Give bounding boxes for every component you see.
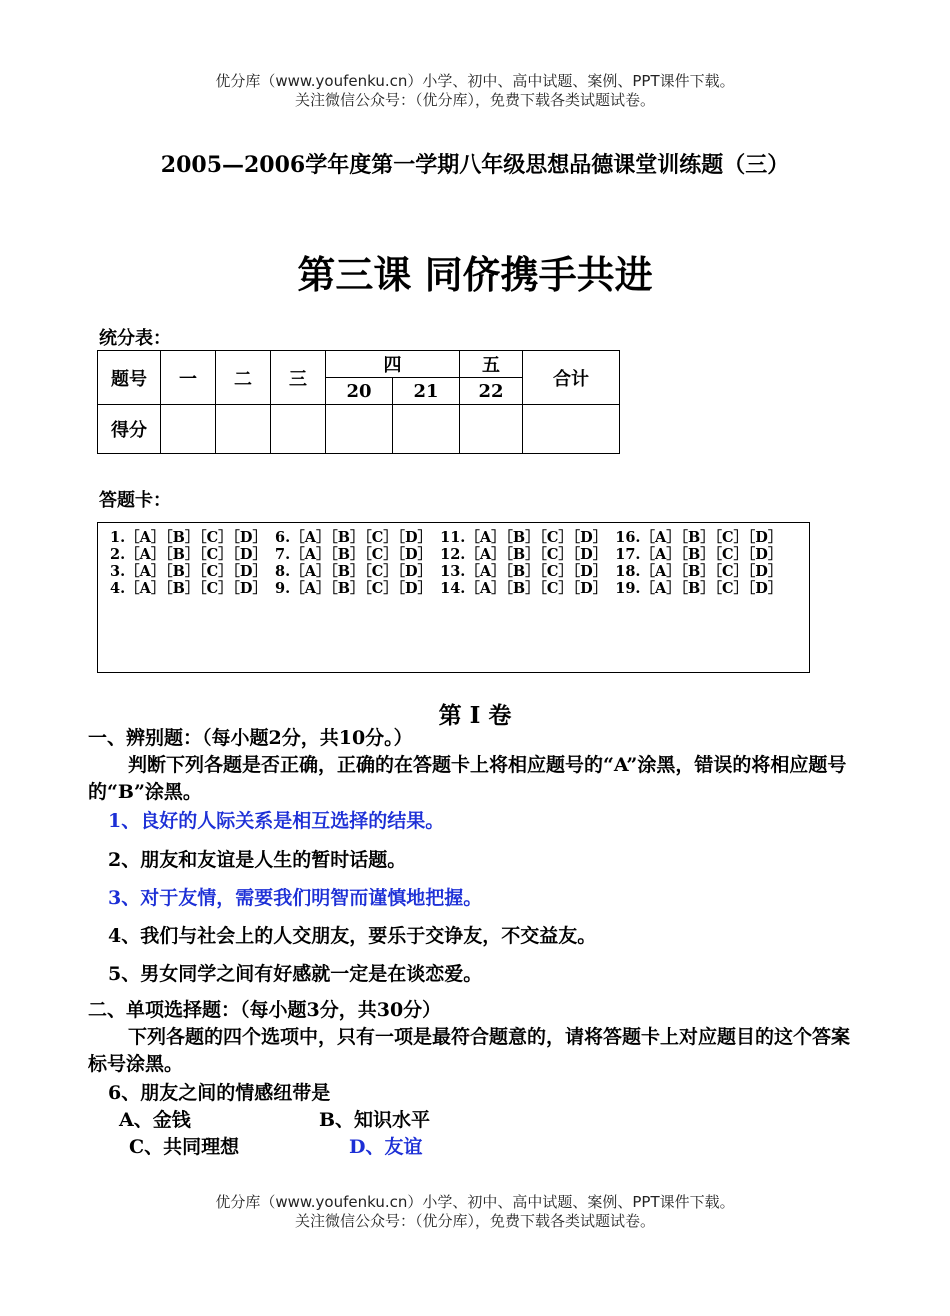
question-6-option-d: D、友谊 — [349, 1136, 423, 1158]
col-three-header: 三 — [271, 351, 326, 405]
col-four-header: 四 — [326, 351, 460, 378]
score-cell-total — [523, 405, 620, 454]
header-line-2: 关注微信公众号：（优分库），免费下载各类试题试卷。 — [294, 91, 655, 109]
subcol-22: 22 — [460, 378, 523, 405]
question-6-option-b: B、知识水平 — [319, 1109, 431, 1131]
section-2-instruction: 下列各题的四个选项中，只有一项是最符合题意的，请将答题卡上对应题目的这个答案标号涂黑。 — [88, 1026, 851, 1075]
section-1-heading: 一、辨别题：（每小题2分，共10分。） — [88, 727, 413, 749]
answer-card-row: 3.［A］［B］［C］［D］ 8.［A］［B］［C］［D］ 13.［A］［B］［C］［D］ 18.［A］［B］［C］［D］ — [110, 563, 783, 580]
question-4: 4、我们与社会上的人交朋友，要乐于交诤友，不交益友。 — [108, 925, 597, 947]
col-five-header: 五 — [460, 351, 523, 378]
answer-card-row: 2.［A］［B］［C］［D］ 7.［A］［B］［C］［D］ 12.［A］［B］［C］［D］ 17.［A］［B］［C］［D］ — [110, 546, 783, 563]
score-cell-20 — [326, 405, 393, 454]
volume-heading: 第 Ⅰ 卷 — [438, 702, 512, 729]
section-2-heading: 二、单项选择题：（每小题3分，共30分） — [88, 999, 442, 1021]
score-cell-3 — [271, 405, 326, 454]
subcol-21: 21 — [393, 378, 460, 405]
question-6-option-c: C、共同理想 — [129, 1136, 240, 1158]
footer-line-2: 关注微信公众号：（优分库），免费下载各类试题试卷。 — [294, 1212, 655, 1230]
lesson-title: 第三课 同侪携手共进 — [297, 252, 653, 297]
question-1: 1、良好的人际关系是相互选择的结果。 — [108, 810, 445, 832]
answer-card-row: 4.［A］［B］［C］［D］ 9.［A］［B］［C］［D］ 14.［A］［B］［C］［D］ 19.［A］［B］［C］［D］ — [110, 580, 783, 597]
score-table — [97, 350, 620, 454]
col-number-header: 题号 — [98, 351, 161, 405]
score-cell-22 — [460, 405, 523, 454]
question-6-stem: 6、朋友之间的情感纽带是 — [108, 1082, 331, 1104]
score-table-label: 统分表： — [99, 328, 171, 349]
section-1-instruction: 判断下列各题是否正确，正确的在答题卡上将相应题号的“A”涂黑，错误的将相应题号的“B”涂黑。 — [88, 754, 847, 803]
header-line-1: 优分库（www.youfenku.cn）小学、初中、高中试题、案例、PPT课件下载。 — [215, 72, 735, 90]
score-row-label: 得分 — [98, 405, 161, 454]
question-3: 3、对于友情，需要我们明智而谨慎地把握。 — [108, 887, 483, 909]
footer-line-1: 优分库（www.youfenku.cn）小学、初中、高中试题、案例、PPT课件下载。 — [215, 1193, 735, 1211]
answer-card — [97, 522, 810, 673]
col-one-header: 一 — [161, 351, 216, 405]
subcol-20: 20 — [326, 378, 393, 405]
score-cell-2 — [216, 405, 271, 454]
answer-card-label: 答题卡： — [99, 490, 171, 511]
question-2: 2、朋友和友谊是人生的暂时话题。 — [108, 849, 407, 871]
document-title: 2005—2006学年度第一学期八年级思想品德课堂训练题（三） — [160, 152, 790, 178]
score-cell-21 — [393, 405, 460, 454]
question-6-option-a: A、金钱 — [119, 1109, 191, 1131]
question-5: 5、男女同学之间有好感就一定是在谈恋爱。 — [108, 963, 483, 985]
col-total-header: 合计 — [523, 351, 620, 405]
col-two-header: 二 — [216, 351, 271, 405]
answer-card-row: 1.［A］［B］［C］［D］ 6.［A］［B］［C］［D］ 11.［A］［B］［C］［D］ 16.［A］［B］［C］［D］ — [110, 529, 783, 546]
score-cell-1 — [161, 405, 216, 454]
